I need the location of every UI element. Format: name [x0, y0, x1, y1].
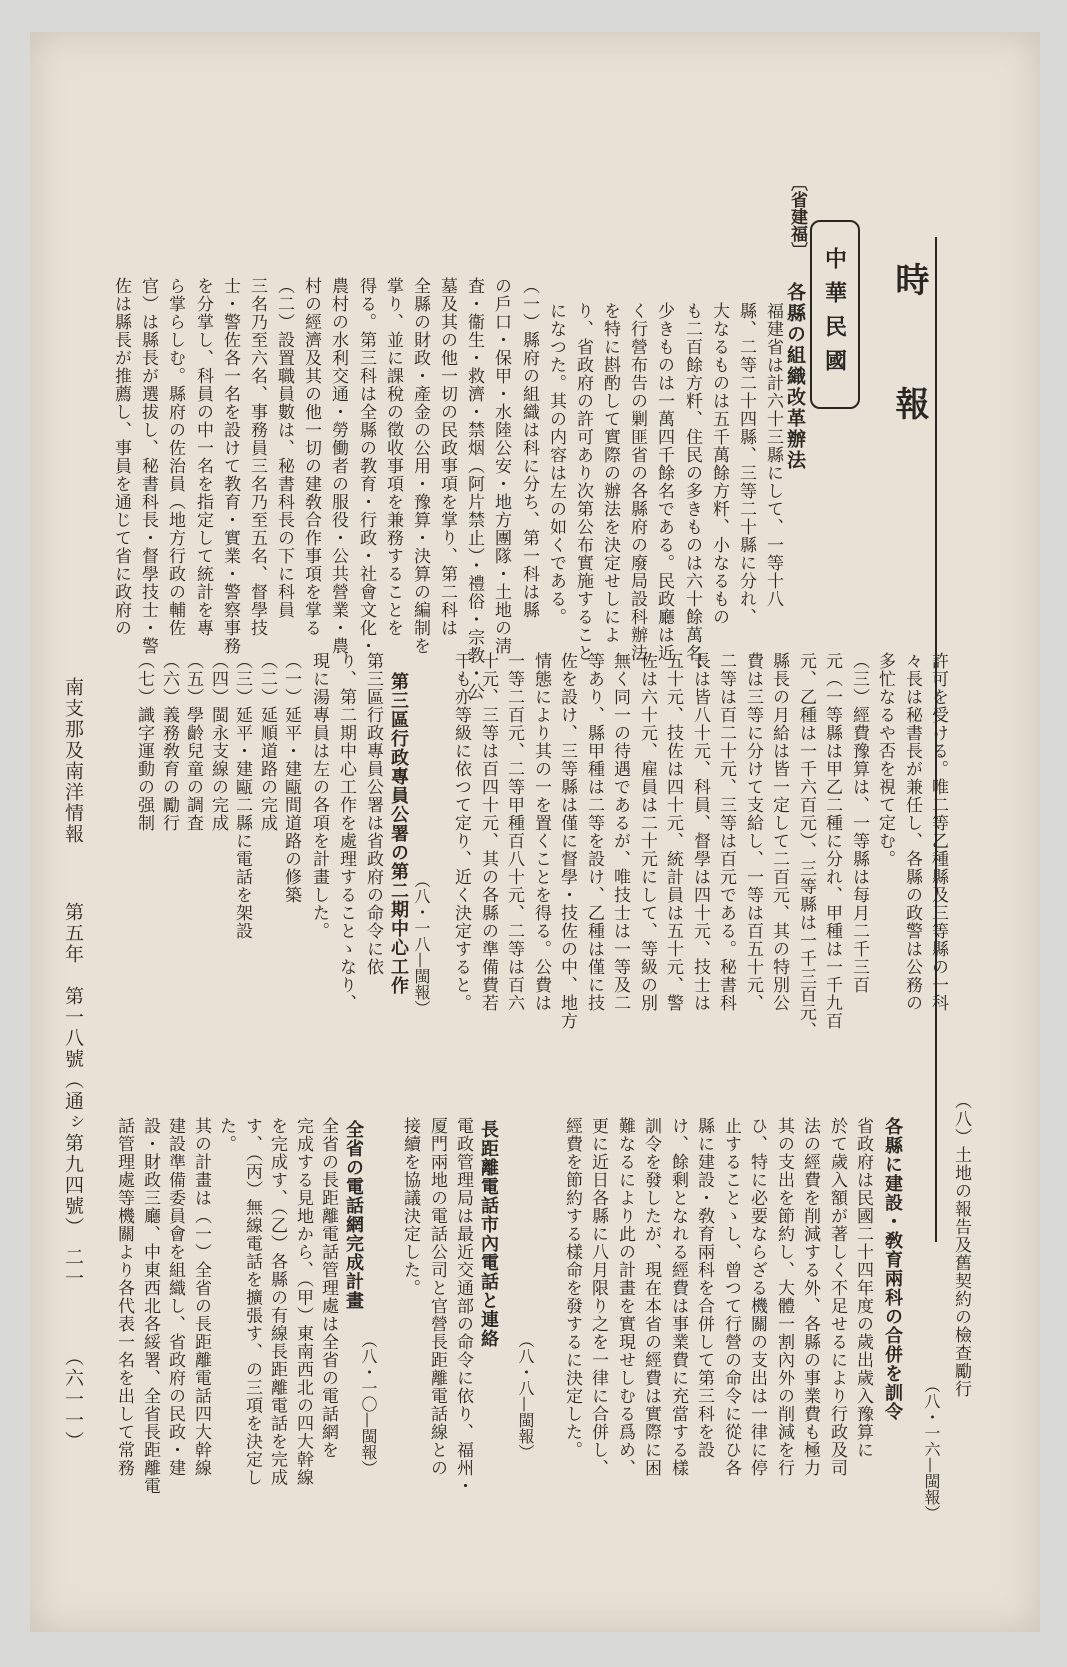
article-3-line: 更に近日各縣に八月限り之を一律に合併し、: [588, 1117, 608, 1477]
article-2-item: （七）識字運動の强制: [134, 652, 154, 832]
article-2-item: （四）閩永支線の完成: [208, 652, 228, 832]
article-2-heading: 第三區行政專員公署の第二期中心工作: [388, 672, 409, 995]
article-5-line: を完成す、（乙）各縣の有線長距離電話を完成: [267, 1117, 287, 1487]
article-1-line: 査・衞生・救濟・禁烟（阿片禁止）・禮俗・宗教・公: [464, 277, 484, 701]
article-1-line: 費は三等に分けて支給し、一等は百五十元、: [743, 652, 763, 1012]
article-1-line: も二百餘方粁、住民の多きものは六十餘萬名、: [682, 302, 702, 680]
footer-page-local: 二一: [62, 1247, 84, 1289]
article-5-line: す、（丙）無線電話を擴張す、の三項を決定し: [242, 1117, 262, 1487]
article-4-heading: 長距離電話市內電話と連絡: [478, 1120, 499, 1348]
article-1-line: 無く同一の待遇であるが、唯技士は一等及二: [610, 652, 630, 1012]
article-3-line: 於て歲入額が著しく不足せるにより行政及司: [827, 1117, 847, 1477]
article-2-item: （六）義務敎育の勵行: [159, 652, 179, 832]
article-5-line: 建設準備委員會を組織し、省政府の民政・建: [165, 1117, 185, 1477]
article-4-line: 厦門兩地の電話公司と官營長距離電話線との: [427, 1117, 447, 1477]
article-3-line: 經費を節約する樣命を發するに決定した。: [562, 1117, 582, 1459]
article-1-line: 大なるものは五千萬餘方粁、小なるもの: [709, 302, 729, 626]
article-1-source: （八・一八—閩報）: [412, 872, 431, 1016]
article-1-line: 掌り、並に課稅の徵收事項を兼務することを: [383, 277, 403, 637]
article-1-line: 三名乃至六名、事務員三名乃至五名、督學技: [247, 277, 267, 637]
footer-publication: 南支那及南洋情報: [62, 677, 84, 845]
article-2-source: （八・一六—閩報）: [922, 1377, 941, 1521]
article-1-line: 農村の水利交通・勞働者の服役・公共營業・農: [328, 277, 348, 655]
article-1-line: 縣長の月給は皆一定して二百元、其の特別公: [769, 652, 789, 1012]
article-1-line: 許可を受ける。唯二等乙種縣及三等縣の一科: [928, 652, 948, 1012]
article-3-line: け、餘剩となれる經費は事業費に充當する樣: [668, 1117, 688, 1477]
article-5-line: 話管理處等機關より各代表一名を出して常務: [114, 1117, 134, 1477]
article-1-line: 々長は秘書長が兼任し、各縣の政警は公務の: [902, 652, 922, 1012]
article-1-line: 一等二百元、二等甲種百八十元、二等は百六: [504, 652, 524, 1012]
section-title: 時報: [889, 262, 929, 510]
article-5-line: た。: [216, 1117, 236, 1153]
article-1-line: 十元、三等は百四十元、其の各縣の準備費若: [478, 652, 498, 1012]
article-4-source: （八・一〇—閩報）: [359, 1332, 378, 1476]
article-1-line: （三）經費豫算は、一等縣は每月二千三百: [849, 652, 869, 994]
article-2-line: り、第二期中心工作を處理することゝなり、: [336, 652, 356, 1012]
article-2-line: 第三區行政專員公署は省政府の命令に依: [363, 652, 383, 976]
article-1-line: 墓及其の他一切の民政事項を掌り、第二科は: [437, 277, 457, 637]
article-3-line: 法の經費を削減する外、各縣の事業費も極力: [800, 1117, 820, 1477]
article-3-line: 其の支出を節約し、大體一割內外の削減を行: [774, 1117, 794, 1477]
article-1-line: （二）設置職員數は、秘書科長の下に科員: [274, 277, 294, 619]
article-3-heading: 各縣に建設・敎育兩科の合併を訓令: [882, 1117, 903, 1421]
article-5-line: 完成する見地から、（甲）東南西北の四大幹線: [293, 1117, 313, 1487]
article-1-line: 縣、二等二十四縣、三等二十縣に分れ、: [736, 302, 756, 626]
article-1-line: になつた。其の内容は左の如くである。: [546, 302, 566, 626]
article-2-item: （三）延平・建甌二縣に電話を架設: [232, 652, 252, 940]
article-2-line: 現に湯專員は左の各項を計畫した。: [309, 652, 329, 940]
article-3-line: 難なるにより此の計畫を實現せしむる爲め、: [615, 1117, 635, 1477]
article-1-line: 少きものは一萬四千餘名である。民政廳は近: [654, 302, 674, 662]
article-1-line: 士・警佐各一名を設けて教育・實業・警察事務: [220, 277, 240, 655]
article-1-line: 等あり、縣甲種は二等を設け、乙種は僅に技: [584, 652, 604, 1012]
article-1-line: 得る。第三科は全縣の教育・行政・社會文化・: [356, 277, 376, 655]
article-3-line: 縣に建設・敎育兩科を合併して第三科を設: [694, 1117, 714, 1459]
article-1-line: 官）は縣長が選拔し、秘書科長・督學技士・警: [138, 277, 158, 655]
article-1-line: 五十元、技佐は四十元、統計員は五十元、警: [663, 652, 683, 1012]
article-1-line: の戶口・保甲・水陸公安・地方團隊・土地の淸: [491, 277, 511, 655]
article-3-line: ひ、特に必要ならざる機關の支出は一律に停: [747, 1117, 767, 1477]
article-4-line: 電政管理局は最近交通部の命令に依り、福州・: [453, 1117, 473, 1495]
article-1-line: 佐は縣長が推薦し、事員を通じて省に政府の: [111, 277, 131, 637]
article-1-line: 元、乙種は一千六百元）、三等縣は一千三百元、: [796, 652, 816, 1040]
article-1-heading: 各縣の組織改革辦法: [784, 282, 806, 471]
region-tag: 〔省建福〕: [787, 174, 807, 259]
article-1-line: 二等は百二十元、三等は百元である。秘書科: [716, 652, 736, 1012]
article-1-line: 村の經濟及其の他一切の建敎合作事項を掌る: [301, 277, 321, 637]
article-2-item: （二）延順道路の完成: [257, 652, 277, 832]
article-5-line: 設・財政三廳、中東西北各綏署、全省長距離電: [140, 1117, 160, 1495]
article-1-line: 長は皆八十元、科員、督學は四十元、技士は: [690, 652, 710, 1012]
article-2-item: （五）學齡兒童の調査: [183, 652, 203, 832]
article-3-line: 止することゝし、曾つて行營の命令に從ひ各: [721, 1117, 741, 1477]
article-1-line: 福建省は計六十三縣にして、一等十八: [763, 302, 783, 608]
article-1-line: 情態により其の一を置くことを得る。公費は: [531, 652, 551, 1012]
article-3-line: 訓令を發したが、現在本省の經費は實際に困: [641, 1117, 661, 1477]
article-5-heading: 全省の電話網完成計畫: [343, 1120, 364, 1310]
article-1-line: 干も亦等級に依つて定り、近く決定すると。: [451, 652, 471, 1012]
article-1-line: 佐は六十元、雇員は二十元にして、等級の別: [637, 652, 657, 1012]
article-1-line: り、省政府の許可あり次第公布實施すること: [573, 302, 593, 662]
article-4-line: 接續を協議決定した。: [400, 1117, 420, 1297]
article-2-item: （八）土地の報告及舊契約の檢查勵行: [951, 1092, 971, 1398]
article-1-line: く行營布告の剿匪省の各縣府の廢局設科辦法: [627, 302, 647, 662]
footer-page-total: （六一一）: [62, 1347, 84, 1452]
article-1-line: を特に斟酌して實際の辦法を決定せしによ: [600, 302, 620, 644]
article-1-line: （一）縣府の組織は科に分ち、第一科は縣: [519, 277, 539, 619]
article-3-source: （八・八—閩報）: [516, 1332, 535, 1460]
article-5-line: 其の計畫は（一）全省の長距離電話四大幹線: [191, 1117, 211, 1477]
country-tag: 中華民國: [810, 220, 860, 409]
article-1-line: 全縣の財政・產金の公用・豫算・決算の編制を: [410, 277, 430, 655]
article-1-line: を分掌し、科員の中一名を指定して統計を專: [193, 277, 213, 637]
article-5-line: 全省の長距離電話管理處は全省の電話網を: [318, 1117, 338, 1459]
article-1-line: ら掌らしむ。縣府の佐治員（地方行政の輔佐: [165, 277, 185, 637]
article-1-line: 佐を設け、三等縣は僅に督學・技佐の中、地方: [557, 652, 577, 1030]
document-page: [30, 32, 1040, 1632]
article-1-line: 元（一等縣は甲乙二種に分れ、甲種は一千九百: [822, 652, 842, 1030]
article-1-line: 多忙なるや否を視て定む。: [875, 652, 895, 868]
footer-issue: 第五年 第一八號（通ㇱ第九四號）: [62, 902, 84, 1238]
article-2-item: （一）延平・建甌間道路の修築: [281, 652, 301, 904]
article-3-line: 省政府は民國二十四年度の歲出歲入豫算に: [853, 1117, 873, 1459]
